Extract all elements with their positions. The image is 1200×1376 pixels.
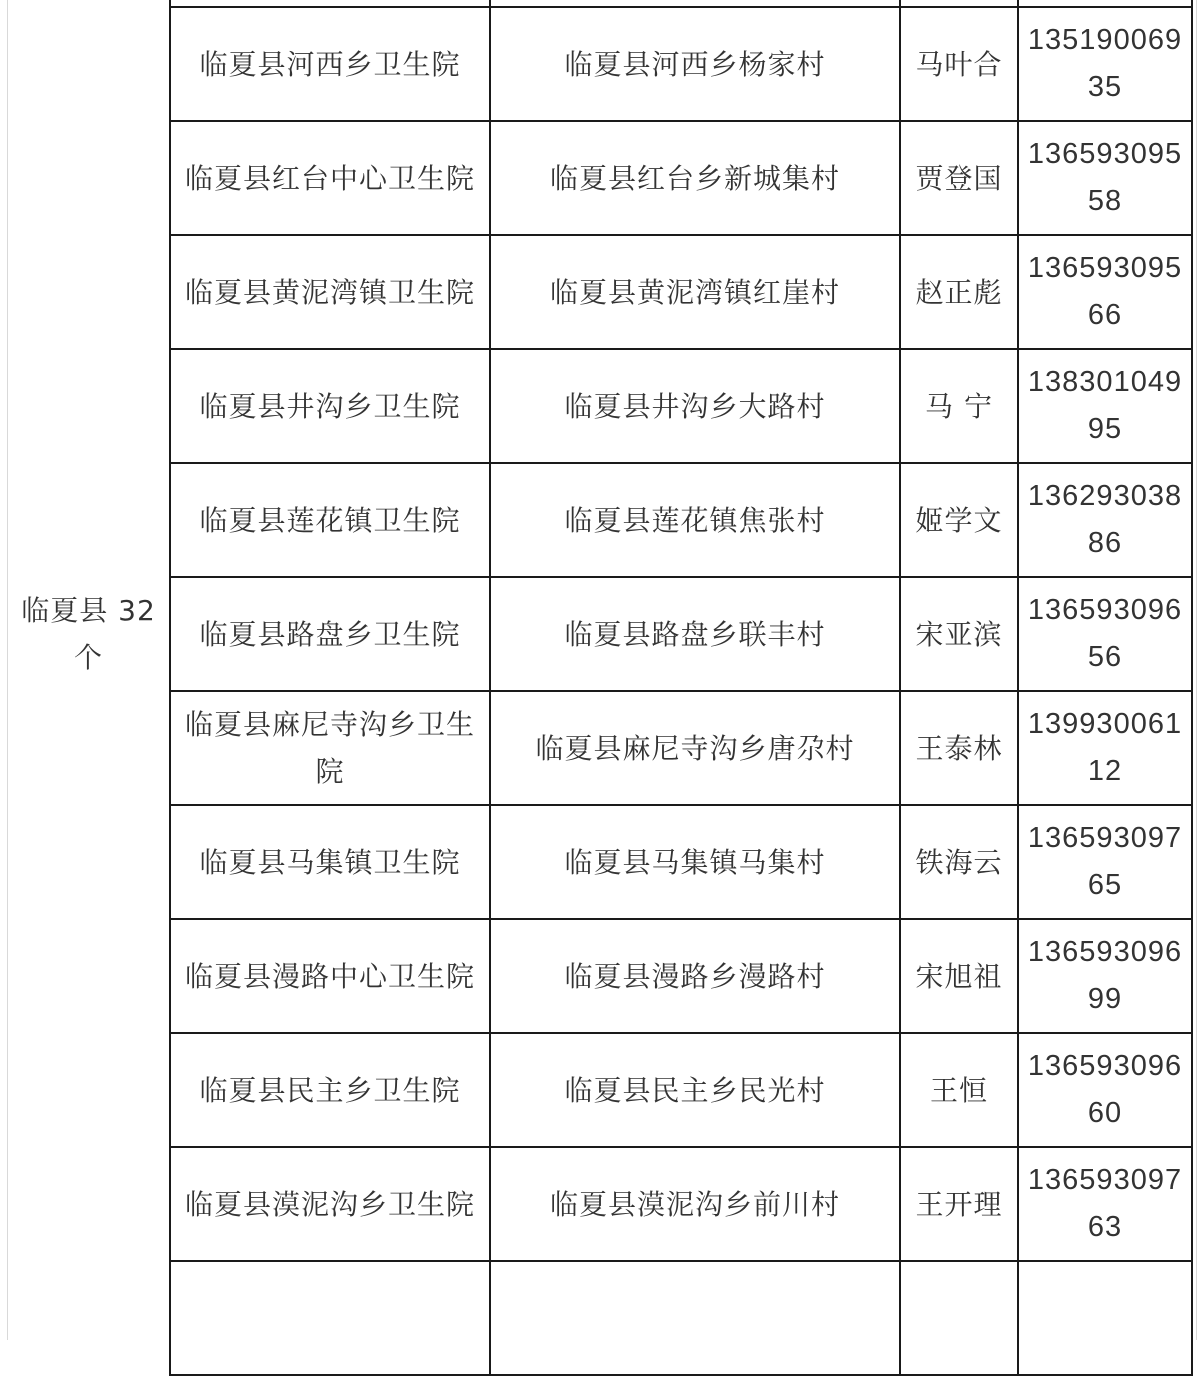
table-row-partial-top <box>8 0 1192 7</box>
clinic-name-cell: 临夏县井沟乡卫生院 <box>170 349 490 463</box>
address-cell <box>490 0 900 7</box>
contact-name-cell: 王泰林 <box>900 691 1018 805</box>
clinic-name-cell: 临夏县漫路中心卫生院 <box>170 919 490 1033</box>
contact-name-cell: 王开理 <box>900 1147 1018 1261</box>
address-cell: 临夏县漫路乡漫路村 <box>490 919 900 1033</box>
table-row-partial-bottom <box>8 1261 1192 1375</box>
address-cell: 临夏县黄泥湾镇红崖村 <box>490 235 900 349</box>
table-row <box>8 349 1192 463</box>
phone-number-cell: 13659309660 <box>1018 1033 1192 1147</box>
clinic-cell <box>170 0 490 7</box>
address-cell: 临夏县井沟乡大路村 <box>490 349 900 463</box>
address-cell: 临夏县红台乡新城集村 <box>490 121 900 235</box>
contact-name-cell: 宋亚滨 <box>900 577 1018 691</box>
table-body <box>8 0 1192 1375</box>
clinic-name-cell: 临夏县黄泥湾镇卫生院 <box>170 235 490 349</box>
phone-number-cell: 13659309763 <box>1018 1147 1192 1261</box>
phone-number-cell: 13629303886 <box>1018 463 1192 577</box>
phone-number-cell: 13659309656 <box>1018 577 1192 691</box>
phone-number-cell: 13659309566 <box>1018 235 1192 349</box>
phone-number-cell: 13659309699 <box>1018 919 1192 1033</box>
phone-number-cell: 13659309558 <box>1018 121 1192 235</box>
contact-name-cell: 宋旭祖 <box>900 919 1018 1033</box>
region-label: 临夏县 32个 <box>21 594 156 674</box>
contact-name-cell: 马叶合 <box>900 7 1018 121</box>
clinic-name-cell: 临夏县路盘乡卫生院 <box>170 577 490 691</box>
region-cell <box>8 0 170 1375</box>
contact-cell <box>900 0 1018 7</box>
clinic-name-cell: 临夏县河西乡卫生院 <box>170 7 490 121</box>
table-row <box>8 1147 1192 1261</box>
phone-cell <box>1018 0 1192 7</box>
address-cell: 临夏县民主乡民光村 <box>490 1033 900 1147</box>
clinic-name-cell: 临夏县马集镇卫生院 <box>170 805 490 919</box>
address-cell: 临夏县河西乡杨家村 <box>490 7 900 121</box>
phone-number-cell: 13830104995 <box>1018 349 1192 463</box>
table-row <box>8 235 1192 349</box>
table-row <box>8 919 1192 1033</box>
clinic-name-cell: 临夏县莲花镇卫生院 <box>170 463 490 577</box>
clinic-table <box>8 0 1193 1376</box>
empty-cell <box>1018 1261 1192 1375</box>
address-cell: 临夏县路盘乡联丰村 <box>490 577 900 691</box>
table-row <box>8 691 1192 805</box>
table-row <box>8 1033 1192 1147</box>
phone-number-cell: 13519006935 <box>1018 7 1192 121</box>
contact-name-cell: 王恒 <box>900 1033 1018 1147</box>
table-row <box>8 805 1192 919</box>
table-row <box>8 7 1192 121</box>
contact-name-cell: 贾登国 <box>900 121 1018 235</box>
table-row <box>8 577 1192 691</box>
clinic-name-cell: 临夏县麻尼寺沟乡卫生院 <box>170 691 490 805</box>
empty-cell <box>490 1261 900 1375</box>
address-cell: 临夏县麻尼寺沟乡唐尕村 <box>490 691 900 805</box>
contact-name-cell: 铁海云 <box>900 805 1018 919</box>
contact-name-cell: 赵正彪 <box>900 235 1018 349</box>
clinic-name-cell: 临夏县红台中心卫生院 <box>170 121 490 235</box>
empty-cell <box>900 1261 1018 1375</box>
clinic-name-cell: 临夏县民主乡卫生院 <box>170 1033 490 1147</box>
address-cell: 临夏县莲花镇焦张村 <box>490 463 900 577</box>
phone-number-cell: 13993006112 <box>1018 691 1192 805</box>
phone-number-cell: 13659309765 <box>1018 805 1192 919</box>
contact-name-cell: 马 宁 <box>900 349 1018 463</box>
address-cell: 临夏县马集镇马集村 <box>490 805 900 919</box>
table-wrap <box>8 0 1193 1376</box>
clinic-name-cell: 临夏县漠泥沟乡卫生院 <box>170 1147 490 1261</box>
contact-name-cell: 姬学文 <box>900 463 1018 577</box>
table-row <box>8 121 1192 235</box>
empty-cell <box>170 1261 490 1375</box>
table-row <box>8 463 1192 577</box>
address-cell: 临夏县漠泥沟乡前川村 <box>490 1147 900 1261</box>
